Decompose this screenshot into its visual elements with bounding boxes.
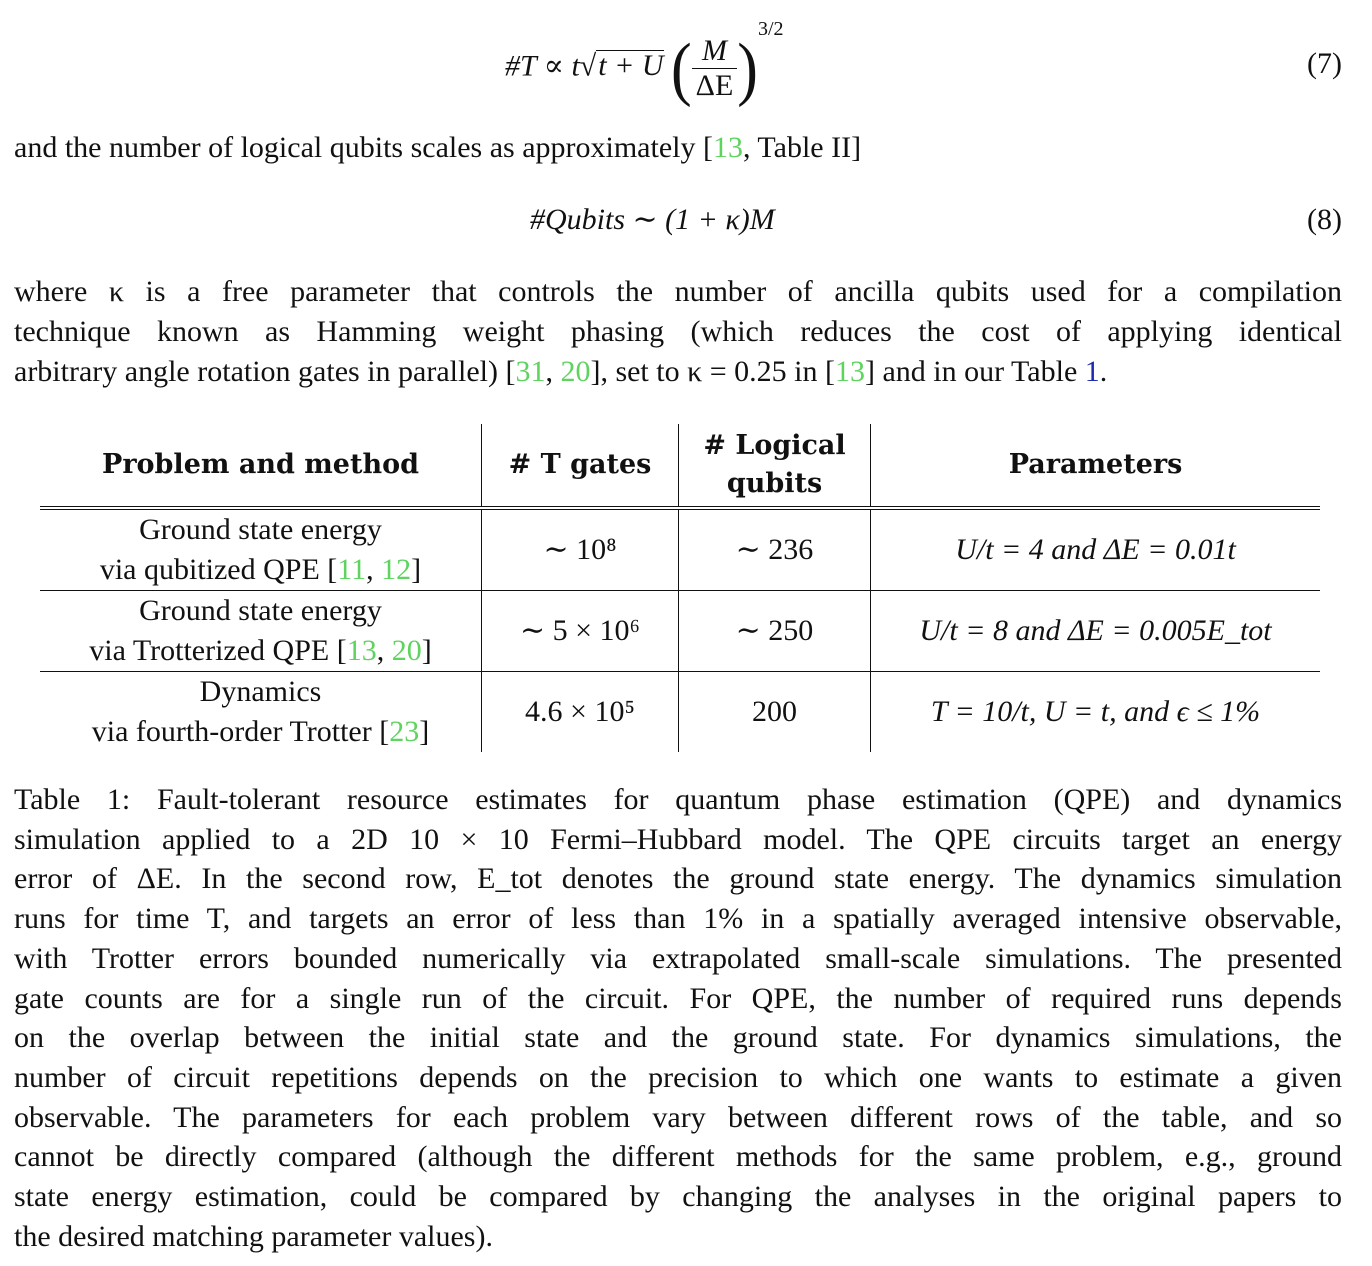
- citation-link[interactable]: 20: [391, 634, 422, 667]
- fraction-denominator: ΔE: [695, 69, 734, 102]
- caption-line: observable. The parameters for each problem vary between different rows of the table, and so: [14, 1100, 1342, 1134]
- text-segment: ]: [419, 715, 430, 748]
- citation-link[interactable]: 13: [712, 131, 743, 164]
- citation-link[interactable]: 23: [389, 715, 420, 748]
- text-segment: via qubitized QPE [: [99, 553, 338, 586]
- caption-line: the desired matching parameter values).: [14, 1219, 493, 1253]
- caption-line: number of circuit repetitions depends on the precision to which one wants to estimate a given: [14, 1060, 1342, 1094]
- table-cell-method: [40, 508, 482, 591]
- method-line: [48, 712, 473, 752]
- caption-line: gate counts are for a single run of the circuit. For QPE, the number of required runs depends: [14, 981, 1342, 1015]
- citation-link[interactable]: 20: [560, 355, 591, 388]
- text-segment: arbitrary angle rotation gates in parallel) [: [14, 355, 516, 388]
- paragraph-qubits-scaling: [14, 128, 1342, 168]
- equation-7-sqrt-body: t + U: [598, 49, 664, 83]
- caption-line: Table 1: Fault-tolerant resource estimates for quantum phase estimation (QPE) and dynamics: [14, 783, 1342, 816]
- equation-7-number: (7): [1307, 47, 1342, 80]
- equation-8: [0, 200, 1372, 244]
- table-cell-method: [40, 672, 482, 753]
- paragraph-line: [14, 128, 1342, 168]
- method-line: via Trotterized QPE [13, 20]: [89, 634, 432, 667]
- table-header-row: [40, 424, 1320, 508]
- equation-7-lhs: #T ∝ t: [505, 49, 580, 83]
- fraction-numerator: M: [692, 34, 738, 69]
- equation-7-body: [505, 18, 784, 108]
- text-segment: ], set to κ = 0.25 in [: [590, 355, 835, 388]
- table-caption: [14, 780, 1342, 1256]
- table-header-cell: Problem and method: [40, 424, 482, 508]
- left-paren: (: [671, 29, 692, 108]
- caption-line: on the overlap between the initial state and the ground state. For dynamics simulations, the: [14, 1021, 1342, 1055]
- text-segment: ]: [421, 634, 432, 667]
- table-cell-t-gates: ∼ 10⁸: [482, 508, 679, 591]
- table-header-cell: Parameters: [1008, 449, 1183, 480]
- sqrt-sign: √: [579, 49, 597, 83]
- citation-link[interactable]: 13: [346, 634, 377, 667]
- caption-line: error of ΔE. In the second row, E_tot denotes the ground state energy. The dynamics simulation: [14, 862, 1342, 896]
- method-line: Ground state energy: [139, 594, 382, 627]
- table-row: [40, 591, 1320, 672]
- equation-8-number: (8): [1307, 203, 1342, 236]
- caption-line: simulation applied to a 2D 10 × 10 Fermi–Hubbard model. The QPE circuits target an energy: [14, 822, 1342, 856]
- method-line: Ground state energy: [139, 513, 382, 546]
- text-segment: ,: [545, 355, 561, 388]
- caption-line: state energy estimation, could be compared by changing the analyses in the original papers to: [14, 1180, 1342, 1214]
- paragraph-line: where κ is a free parameter that controls the number of ancilla qubits used for a compilation: [14, 275, 1342, 308]
- citation-link[interactable]: 12: [381, 553, 412, 586]
- text-segment: ]: [411, 553, 422, 586]
- equation-7-power: 3/2: [757, 18, 784, 41]
- text-segment: and the number of logical qubits scales as approximately [: [14, 131, 713, 164]
- table-cell-qubits: 200: [679, 672, 871, 753]
- citation-link[interactable]: 11: [337, 553, 367, 586]
- paragraph-line: [14, 352, 1342, 392]
- method-line: via qubitized QPE [11, 12]: [99, 553, 422, 586]
- table-header-cell: # Logical qubits: [679, 424, 871, 508]
- citation-link[interactable]: 31: [515, 355, 546, 388]
- text-segment: via Trotterized QPE [: [89, 634, 347, 667]
- table-cell-t-gates: ∼ 5 × 10⁶: [482, 591, 679, 672]
- table-cell-parameters: U/t = 8 and ΔE = 0.005E_tot: [919, 614, 1272, 647]
- equation-7-fraction: [692, 34, 738, 103]
- table-row: [40, 508, 1320, 591]
- table-cell-qubits: ∼ 250: [679, 591, 871, 672]
- table-cell-parameters: U/t = 4 and ΔE = 0.01t: [955, 533, 1236, 566]
- table-cell-t-gates: 4.6 × 10⁵: [482, 672, 679, 753]
- table-cell-method: [40, 591, 482, 672]
- table-cell-qubits: ∼ 236: [679, 508, 871, 591]
- caption-line: with Trotter errors bounded numerically via extrapolated small-scale simulations. The presented: [14, 941, 1342, 975]
- table-reference-link[interactable]: 1: [1084, 355, 1100, 388]
- equation-8-body: #Qubits ∼ (1 + κ)M: [530, 203, 775, 236]
- text-segment: .: [1099, 355, 1108, 388]
- right-paren: ): [737, 29, 758, 108]
- equation-7: [0, 14, 1372, 108]
- text-segment: via fourth-order Trotter [: [91, 715, 390, 748]
- table-cell-parameters: T = 10/t, U = t, and ϵ ≤ 1%: [930, 695, 1261, 728]
- paragraph-line: technique known as Hamming weight phasing (which reduces the cost of applying identical: [14, 315, 1342, 348]
- method-line: Dynamics: [199, 675, 322, 708]
- resource-estimates-table: [40, 424, 1320, 752]
- citation-link[interactable]: 13: [834, 355, 865, 388]
- table-header-cell: # T gates: [482, 424, 679, 508]
- text-segment: ] and in our Table: [864, 355, 1085, 388]
- caption-line: runs for time T, and targets an error of less than 1% in a spatially averaged intensive observable,: [14, 902, 1342, 936]
- table-row: [40, 672, 1320, 753]
- paragraph-kappa: [14, 272, 1342, 392]
- text-segment: , Table II]: [742, 131, 862, 164]
- caption-line: cannot be directly compared (although the different methods for the same problem, e.g., ground: [14, 1140, 1342, 1174]
